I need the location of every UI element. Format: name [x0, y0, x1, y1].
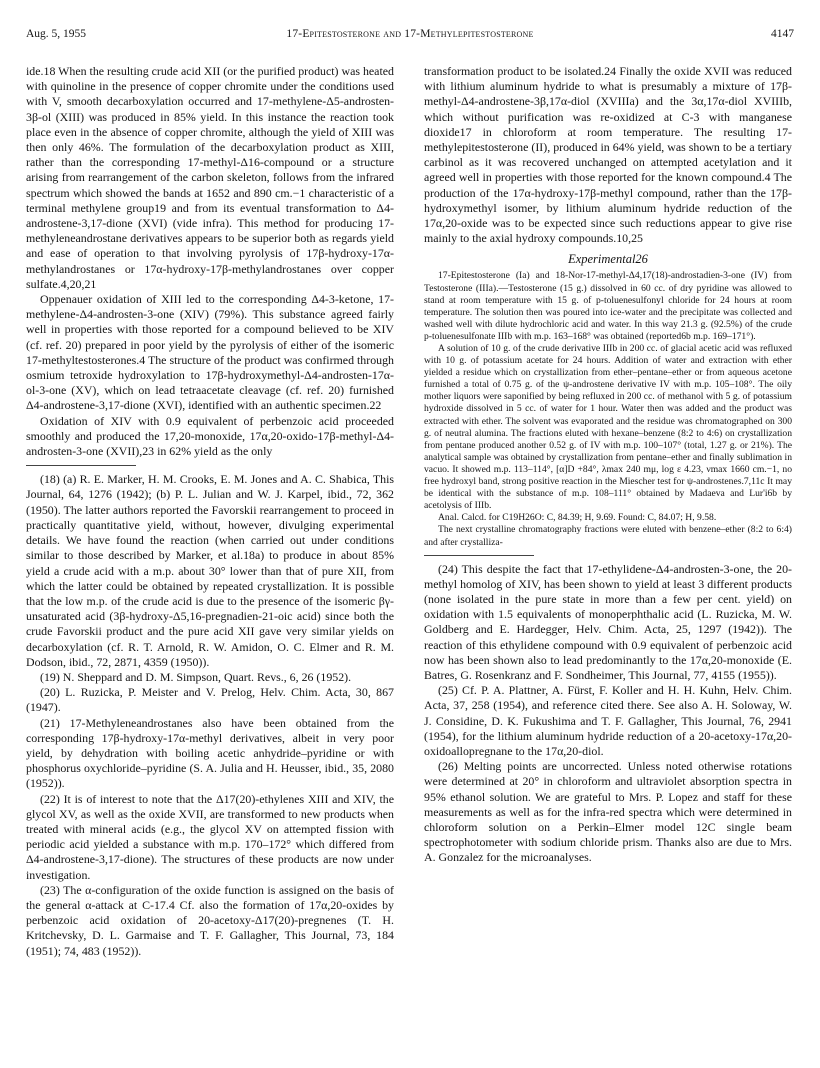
footnote: (22) It is of interest to note that the Δ17(20)-ethylenes XIII and XIV, the glycol XV, as well as the oxide XVII, are transformed to new products when treated with mineral acids (e.g., the glycol XV on attempted fission with periodic acid yielded a substance with m.p. 170–172° which differed from Δ4-androstene-3,17-dione). The structures of these products are now under investigation.: [26, 791, 394, 882]
footnote: (26) Melting points are uncorrected. Unless noted otherwise rotations were determined at 20° in chloroform and ultraviolet absorption spectra in 95% ethanol solution. We are grateful to Mrs. P. Lopez and staff for these measurements as well as for the infra-red spectra which were determined in chloroform solution on a Perkin–Elmer model 12C single beam spectrophotometer with sodium chloride prism. Thanks also are due to Mrs. A. Gonzalez for the microanalyses.: [424, 759, 792, 865]
body-paragraph: Oppenauer oxidation of XIII led to the corresponding Δ4-3-ketone, 17-methylene-Δ4-androsten-3-one (XIV) (79%). This substance agreed fairly well in properties with those reported for a compound believed to be XIV (cf. ref. 20) prepared in poor yield by the pyrolysis of either of the isomeric 17-methyltestosterones.4 The structure of the product was confirmed through osmium tetroxide hydroxylation to 17β-hydroxymethyl-Δ4-androsten-17α-ol-3-one (XV), which on lead tetraacetate cleavage (cf. ref. 20) furnished Δ4-androstene-3,17-dione (XVI), identified with an authentic specimen.22: [26, 292, 394, 413]
footnote: (20) L. Ruzicka, P. Meister and V. Prelog, Helv. Chim. Acta, 30, 867 (1947).: [26, 685, 394, 715]
experimental-section: [424, 270, 792, 548]
running-header: [26, 28, 794, 46]
body-paragraph: transformation product to be isolated.24 Finally the oxide XVII was reduced with lithium aluminum hydride to what is presumably a mixture of 17β-methyl-Δ4-androstene-3β,17α-diol (XVIIIa) and the 3α,17α-diol XVIIIb, which without purification was re-oxidized at C-3 with manganese dioxide17 in chloroform at room temperature. The resulting 17-methylepitestosterone (II), produced in 64% yield, was shown to be a tertiary carbinol as it was recovered unchanged on attempted acetylation and it agreed well in properties with those reported for the known compound.4 The production of the 17α-hydroxy-17β-methyl compound, rather than the 17β-hydroxymethyl isomer, by lithium aluminum hydride reduction of the 17α,20-oxide was to be expected since such reductions appear to give rise mainly to the axial hydroxy compounds.10,25: [424, 64, 792, 246]
footnote: (25) Cf. P. A. Plattner, A. Fürst, F. Koller and H. H. Kuhn, Helv. Chim. Acta, 37, 258 (1954), and reference cited there. See also A. H. Soloway, W. J. Considine, D. K. Fukushima and T. F. Gallagher, This Journal, 76, 2941 (1954), for the lithium aluminum hydride reduction of a 20-acetoxy-17α,20-oxidoallopregnane to the 17α,20-diol.: [424, 683, 792, 759]
analysis-line: Anal. Calcd. for C19H26O: C, 84.39; H, 9.69. Found: C, 84.07; H, 9.58.: [438, 512, 717, 524]
experimental-paragraph: The next crystalline chromatography fractions were eluted with benzene–ether (8:2 to 6:4) and after crystalliza-: [424, 524, 792, 548]
footnote: (23) The α-configuration of the oxide function is assigned on the basis of the general α-attack at C-17.4 Cf. also the formation of 17α,20-oxides by perbenzoic acid oxidation of 20-acetoxy-Δ17(20)-pregnenes (T. H. Kritchevsky, D. L. Garmaise and T. F. Gallagher, This Journal, 73, 184 (1951); 74, 483 (1952)).: [26, 882, 394, 958]
experimental-paragraph: 17-Epitestosterone (Ia) and 18-Nor-17-methyl-Δ4,17(18)-androstadien-3-one (IV) from Testosterone (IIIa).—Testosterone (15 g.) dissolved in 60 cc. of dry pyridine was allowed to stand at room temperature with 15 g. of p-toluenesulfonyl chloride for 24 hours at room temperature. The solution then was poured into ice-water and the precipitate was collected and washed well with dilute hydrochloric acid and water. In this way 21.3 g. (92.5%) of the crude p-toluenesulfonate IIIb with m.p. 163–168° was obtained (reported6b m.p. 169–171°).: [424, 270, 792, 342]
footnote: (24) This despite the fact that 17-ethylidene-Δ4-androsten-3-one, the 20-methyl homolog of XIV, has been shown to yield at least 3 different products (none isolated in the pure state in more than a few per cent. yield) on oxidation with 1.5 equivalents of monoperphthalic acid (L. Ruzicka, M. W. Goldberg and E. Hardegger, Helv. Chim. Acta, 25, 1297 (1942)). The reaction of this ethylidene compound with 0.9 equivalent of perbenzoic acid now has been shown also to lead predominantly to the 17α,20-monoxide (E. Batres, G. Rosenkranz and F. Sondheimer, This Journal, 77, 4155 (1955)).: [424, 561, 792, 683]
header-title: 17-Epitestosterone and 17-Methylepitestosterone: [286, 28, 534, 40]
experimental-paragraph: A solution of 10 g. of the crude derivative IIIb in 200 cc. of glacial acetic acid was refluxed with 10 g. of potassium acetate for 24 hours. Addition of water and extraction with ether yielded a residue which on crystallization from ether–pentane–ether or from aqueous acetone furnished a total of 0.75 g. of the ψ-androstene derivative IV with m.p. 105–108°. The oily mother liquors were saponified by being refluxed in 200 cc. of methanol with 5 g. of potassium hydroxide dissolved in 5 cc. of water for 1 hour. Water then was added and the product was extracted with ether. The solvent was evaporated and the residue was chromatographed on 300 g. of neutral alumina. The fractions eluted with hexane–benzene (8:2 to 4:6) on crystallization from pentane produced another 0.52 g. of IV with m.p. 100–107° (total, 1.27 g. or 21%). The analytical sample was obtained by crystallization from pentane–ether and finally sublimation in vacuo. It showed m.p. 113–114°, [α]D +84°, λmax 240 mμ, log ε 4.23, νmax 1660 cm.−1, no free hydroxyl band, strong positive reaction in the Miescher test for ψ-androstenes.7,11c It may be identical with the substance of m.p. 108–111° obtained by Madaeva and Lur'i6b by acetolysis of IIIb.: [424, 343, 792, 512]
footnote-rule: [26, 465, 136, 466]
right-column: [424, 64, 792, 1054]
header-date: Aug. 5, 1955: [26, 28, 87, 40]
body-paragraph: Oxidation of XIV with 0.9 equivalent of perbenzoic acid proceeded smoothly and produced the 17,20-monoxide, 17α,20-oxido-17β-methyl-Δ4-androsten-3-one (XVII),23 in 62% yield as the only: [26, 413, 394, 459]
left-column: [26, 64, 394, 1054]
footnote: (19) N. Sheppard and D. M. Simpson, Quart. Revs., 6, 26 (1952).: [40, 669, 352, 684]
footnote-rule: [424, 555, 534, 556]
footnote: (18) (a) R. E. Marker, H. M. Crooks, E. M. Jones and A. C. Shabica, This Journal, 64, 1276 (1942); (b) P. L. Julian and W. J. Karpel, ibid., 72, 362 (1950). The latter authors reported the Favorskii rearrangement to proceed in practically quantitative yield, without, however, divulging experimental details. We have found the reaction (when carried out under conditions similar to those described by Marker, et al.18a) to produce in about 85% yield a crude acid with a m.p. about 30° lower than that of pure XII, from which the latter could be obtained by repeated crystallization. It is possible that the low m.p. of the crude acid is due to the presence of the isomeric βγ-unsaturated acid (3β-hydroxy-Δ5,16-pregnadien-21-oic acid) since both the crude Favorskii product and the pure acid XII gave very similar yields on decarboxylation (cf. R. T. Arnold, R. W. Amidon, O. C. Elmer and R. M. Dodson, ibid., 72, 2871, 4359 (1950)).: [26, 472, 394, 669]
page-number: 4147: [771, 28, 794, 40]
body-paragraph: ide.18 When the resulting crude acid XII (or the purified product) was heated with quinoline in the presence of copper chromite under the conditions used with V, smooth decarboxylation occurred and 17-methylene-Δ5-androsten-3β-ol (XIII) was produced in 85% yield. In this instance the reaction took place even in the absence of copper chromite, although the yield of XIII was then only 46%. The formulation of the decarboxylation product as XIII, rather than the corresponding 17-methyl-Δ16-compound or a structure arising from rearrangement of the carbon skeleton, follows from the infrared spectrum which showed the bands at 1652 and 890 cm.−1 characteristic of a terminal methylene group19 and from its eventual transformation to Δ4-androstene-3,17-dione (XVI) (vide infra). This method for producing 17-methyleneandrostane derivatives appears to be superior both as regards yield and ease of operation to that involving pyrolysis of 17β-hydroxy-17α-methylandrostanes or 17α-hydroxy-17β-methylandrostanes over copper sulfate.4,20,21: [26, 64, 394, 291]
experimental-heading: Experimental26: [568, 252, 648, 267]
footnote: (21) 17-Methyleneandrostanes also have been obtained from the corresponding 17β-hydroxy-17α-methyl derivatives, albeit in very poor yield, by dehydration with boiling acetic anhydride–pyridine or with phosphorus oxychloride–pyridine (S. A. Julia and H. Heusser, ibid., 35, 2080 (1952)).: [26, 715, 394, 791]
